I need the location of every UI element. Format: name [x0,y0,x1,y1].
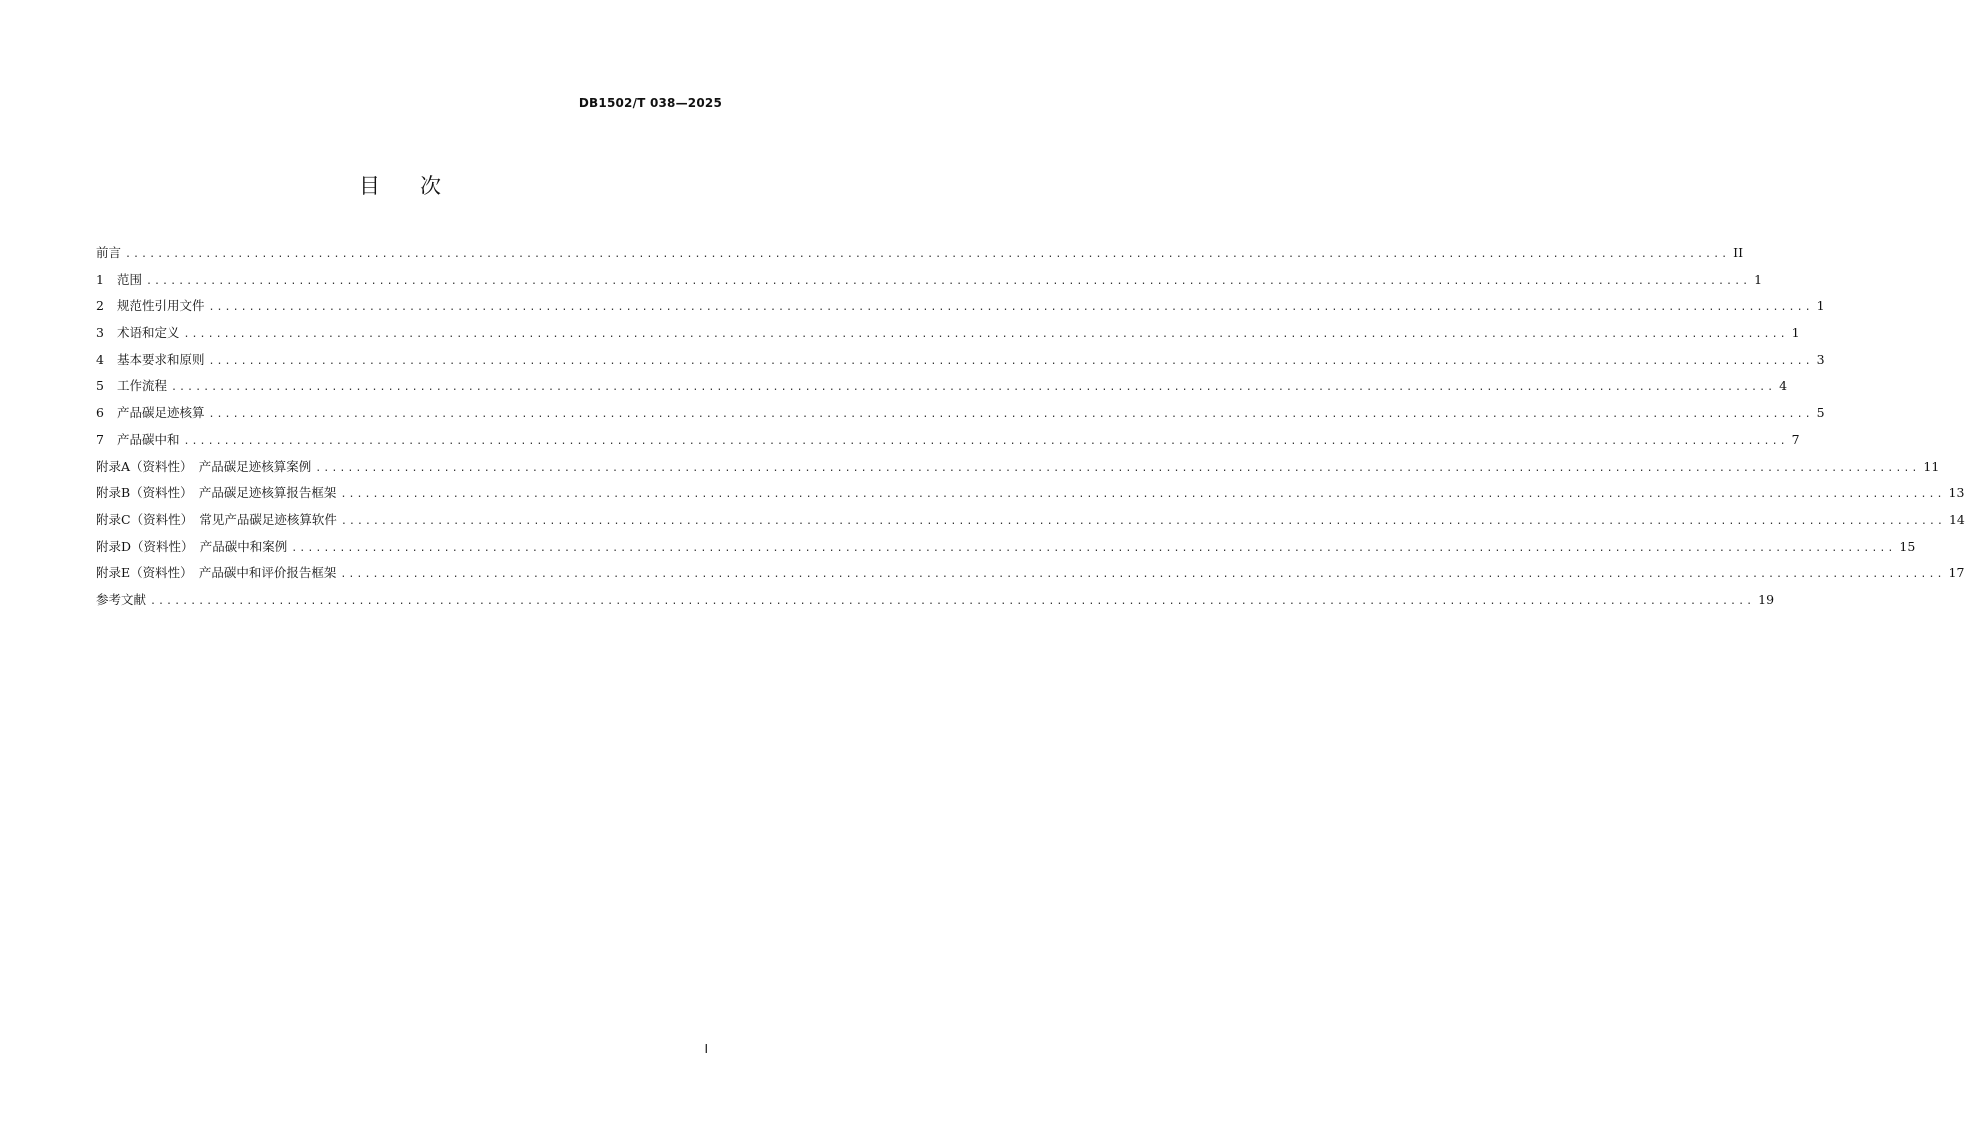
toc-leader-dots: ........................................................................................................................................................................................................ [125,249,1730,260]
toc-entry-label [96,267,142,294]
toc-entry-text: 产品碳足迹核算 [117,405,205,421]
toc-entry[interactable] [96,454,1940,481]
toc-entry-text: 附录E（资料性） 产品碳中和评价报告框架 [96,565,337,581]
toc-entry-label [96,480,336,507]
toc-entry-page: 1 [1816,298,1825,314]
toc-entry-text: 附录C（资料性） 常见产品碳足迹核算软件 [96,511,337,527]
toc-entry-label [96,534,287,561]
toc-entry-page: 1 [1754,271,1763,287]
toc-leader-dots: ........................................................................................................................................................................................................ [150,595,1755,607]
toc-entry-page: 7 [1791,431,1800,447]
toc-entry[interactable] [96,534,1916,561]
toc-entry-text: 基本要求和原则 [117,351,205,367]
toc-entry-text: 附录D（资料性） 产品碳中和案例 [96,538,288,554]
toc-entry[interactable] [96,400,1825,427]
toc-entry-number: 2 [96,298,104,314]
toc-entry-number: 3 [96,325,104,341]
toc-entry-label [96,240,121,267]
toc-entry-number: 6 [96,405,104,421]
toc-leader-dots: ........................................................................................................................................................................................................ [340,569,1945,581]
toc-entry-page: 17 [1948,565,1965,581]
toc-entry[interactable] [96,373,1788,400]
toc-entry-page: 11 [1923,458,1940,474]
toc-entry-page: 19 [1758,591,1775,607]
toc-entry-number: 4 [96,351,104,367]
toc-leader-dots: ........................................................................................................................................................................................................ [183,329,1788,341]
toc-entry[interactable] [96,587,1775,614]
toc-entry[interactable] [96,347,1825,374]
toc-entry-text: 术语和定义 [117,325,180,341]
toc-entry-label [96,293,205,320]
table-of-contents [96,240,1965,614]
toc-entry-page: 13 [1948,485,1965,501]
toc-entry[interactable] [96,507,1965,534]
toc-leader-dots: ........................................................................................................................................................................................................ [208,409,1813,421]
toc-entry-page: II [1733,245,1744,260]
toc-entry[interactable] [96,480,1965,507]
toc-entry-label [96,427,180,454]
toc-entry-page: 3 [1816,351,1825,367]
toc-entry-label [96,507,337,534]
toc-entry-text: 附录B（资料性） 产品碳足迹核算报告框架 [96,485,337,501]
toc-entry-label [96,400,205,427]
toc-entry[interactable] [96,267,1763,294]
toc-leader-dots: ........................................................................................................................................................................................................ [171,382,1776,394]
toc-entry-page: 1 [1791,325,1800,341]
toc-leader-dots: ........................................................................................................................................................................................................ [208,355,1813,367]
toc-entry-page: 14 [1948,511,1965,527]
toc-entry-label [96,373,167,400]
toc-title: 目次 [359,174,481,198]
toc-entry-text: 前言 [96,245,122,260]
toc-entry-number: 1 [96,271,104,287]
document-code: DB1502/T 038—2025 [578,96,722,110]
toc-leader-dots: ........................................................................................................................................................................................................ [183,435,1788,447]
toc-entry-label [96,320,180,347]
toc-entry-text: 工作流程 [117,378,168,394]
toc-entry[interactable] [96,240,1744,267]
toc-entry-text: 规范性引用文件 [117,298,205,314]
toc-entry-label [96,347,205,374]
toc-leader-dots: ........................................................................................................................................................................................................ [340,489,1945,501]
toc-entry-label [96,454,311,481]
toc-entry-text: 附录A（资料性） 产品碳足迹核算案例 [96,458,312,474]
toc-entry-text: 范围 [117,271,143,287]
toc-entry-page: 15 [1899,538,1916,554]
toc-leader-dots: ........................................................................................................................................................................................................ [146,275,1751,287]
toc-entry[interactable] [96,560,1965,587]
toc-entry[interactable] [96,320,1800,347]
toc-leader-dots: ........................................................................................................................................................................................................ [208,302,1813,314]
toc-entry-number: 5 [96,378,104,394]
toc-entry-page: 5 [1816,405,1825,421]
page-number: I [704,1042,708,1056]
toc-entry[interactable] [96,293,1825,320]
toc-entry-label [96,587,146,614]
toc-entry-page: 4 [1779,378,1788,394]
toc-entry-text: 产品碳中和 [117,431,180,447]
toc-leader-dots: ........................................................................................................................................................................................................ [340,515,1945,527]
toc-leader-dots: ........................................................................................................................................................................................................ [315,462,1920,474]
toc-leader-dots: ........................................................................................................................................................................................................ [291,542,1896,554]
toc-entry-text: 参考文献 [96,591,147,607]
toc-entry-number: 7 [96,431,104,447]
toc-entry-label [96,560,336,587]
toc-entry[interactable] [96,427,1800,454]
